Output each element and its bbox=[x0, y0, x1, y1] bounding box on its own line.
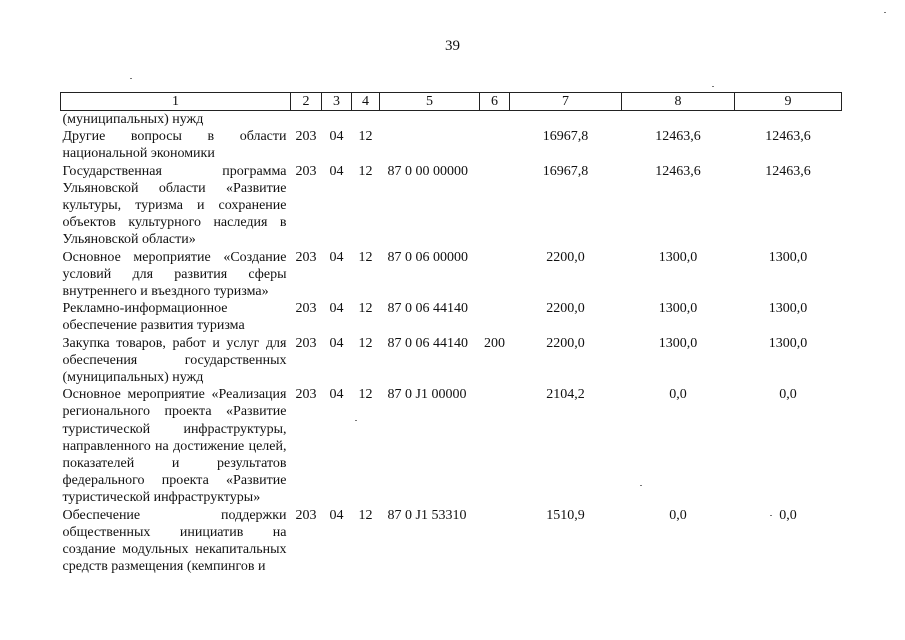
cell-col-9: 12463,6 bbox=[765, 163, 811, 179]
cell-col-3: 04 bbox=[329, 507, 344, 523]
cell-col-6 bbox=[480, 128, 510, 162]
scan-speck bbox=[884, 12, 886, 13]
page-number: 39 bbox=[445, 38, 460, 54]
cell-col-8 bbox=[622, 111, 735, 129]
cell-col-9: 1300,0 bbox=[768, 301, 808, 317]
table-row bbox=[61, 249, 842, 301]
cell-col-6: 200 bbox=[484, 335, 505, 351]
scan-speck bbox=[712, 86, 714, 87]
cell-col-2 bbox=[291, 111, 322, 129]
cell-col-5: 87 0 06 00000 bbox=[387, 249, 468, 265]
row-description: (муниципальных) нужд bbox=[62, 112, 204, 127]
cell-col-6 bbox=[480, 163, 510, 249]
cell-col-2: 203 bbox=[295, 163, 317, 179]
cell-col-5: 87 0 J1 00000 bbox=[387, 387, 467, 403]
cell-col-3: 04 bbox=[329, 387, 344, 403]
cell-col-7 bbox=[510, 111, 622, 129]
cell-col-9: 0,0 bbox=[779, 507, 797, 523]
cell-col-3: 04 bbox=[329, 301, 344, 317]
col-header-1: 1 bbox=[61, 93, 291, 111]
cell-col-2: 203 bbox=[295, 129, 317, 145]
cell-col-6 bbox=[480, 300, 510, 334]
row-description: Основное мероприятие «Реализация регионального проекта «Развитие туристической инфраструктуры, направленного на достижение целей, показателей и результатов федерального проекта «Развитие туристической инфраструктуры» bbox=[62, 387, 287, 506]
cell-col-7: 2200,0 bbox=[546, 335, 585, 351]
cell-col-5: 87 0 06 44140 bbox=[387, 301, 468, 317]
scan-speck bbox=[770, 515, 772, 516]
cell-col-3: 04 bbox=[329, 129, 344, 145]
cell-col-9: 1300,0 bbox=[768, 249, 808, 265]
col-header-6: 6 bbox=[480, 93, 510, 111]
table-row bbox=[61, 128, 842, 162]
cell-col-5: 87 0 J1 53310 bbox=[387, 507, 467, 523]
cell-col-5 bbox=[380, 111, 480, 129]
cell-col-8: 1300,0 bbox=[658, 335, 698, 351]
col-header-9: 9 bbox=[735, 93, 842, 111]
cell-col-8: 12463,6 bbox=[655, 163, 701, 179]
budget-table bbox=[60, 92, 842, 575]
table-row bbox=[61, 163, 842, 249]
cell-col-3: 04 bbox=[329, 249, 344, 265]
cell-col-2: 203 bbox=[295, 507, 317, 523]
cell-col-7: 16967,8 bbox=[542, 129, 589, 145]
cell-col-7: 1510,9 bbox=[546, 507, 585, 523]
cell-col-7: 2104,2 bbox=[546, 387, 585, 403]
cell-col-5: 87 0 06 44140 bbox=[387, 335, 468, 351]
cell-col-5: 87 0 00 00000 bbox=[387, 163, 468, 179]
cell-col-7: 2200,0 bbox=[546, 249, 585, 265]
cell-col-4: 12 bbox=[358, 249, 373, 265]
cell-col-4: 12 bbox=[358, 163, 373, 179]
cell-col-8: 0,0 bbox=[669, 507, 687, 523]
cell-col-8: 0,0 bbox=[669, 387, 687, 403]
col-header-4: 4 bbox=[352, 93, 380, 111]
cell-col-4 bbox=[352, 111, 380, 129]
cell-col-6 bbox=[480, 249, 510, 301]
row-description: Рекламно-информационное обеспечение развития туризма bbox=[62, 301, 245, 334]
scan-speck bbox=[355, 420, 357, 421]
cell-col-2: 203 bbox=[295, 335, 317, 351]
scan-speck bbox=[130, 78, 132, 79]
row-description: Государственная программа Ульяновской области «Развитие культуры, туризма и сохранение объектов культурного наследия в Ульяновской области» bbox=[62, 163, 287, 248]
table-row bbox=[61, 300, 842, 334]
cell-col-2: 203 bbox=[295, 387, 317, 403]
cell-col-8: 12463,6 bbox=[655, 129, 701, 145]
cell-col-2: 203 bbox=[295, 301, 317, 317]
cell-col-6 bbox=[480, 507, 510, 576]
cell-col-9 bbox=[735, 111, 842, 129]
cell-col-3: 04 bbox=[329, 163, 344, 179]
header-row bbox=[61, 93, 842, 111]
cell-col-3 bbox=[322, 111, 352, 129]
table-row bbox=[61, 335, 842, 387]
table-row bbox=[61, 111, 842, 129]
row-description: Основное мероприятие «Создание условий для развития сферы внутреннего и въездного туризма» bbox=[62, 249, 287, 300]
cell-col-4: 12 bbox=[358, 507, 373, 523]
cell-col-9: 0,0 bbox=[779, 387, 797, 403]
cell-col-6 bbox=[480, 386, 510, 506]
row-description: Обеспечение поддержки общественных инициатив на создание модульных некапитальных средств размещения (кемпингов и bbox=[62, 507, 287, 575]
cell-col-9: 1300,0 bbox=[768, 335, 808, 351]
cell-col-9: 12463,6 bbox=[765, 129, 811, 145]
cell-col-4: 12 bbox=[358, 129, 373, 145]
cell-col-4: 12 bbox=[358, 335, 373, 351]
cell-col-8: 1300,0 bbox=[658, 249, 698, 265]
cell-col-3: 04 bbox=[329, 335, 344, 351]
table-row bbox=[61, 386, 842, 506]
col-header-5: 5 bbox=[380, 93, 480, 111]
cell-col-4: 12 bbox=[358, 301, 373, 317]
cell-col-7: 2200,0 bbox=[546, 301, 585, 317]
col-header-3: 3 bbox=[322, 93, 352, 111]
cell-col-4: 12 bbox=[358, 387, 373, 403]
cell-col-5 bbox=[380, 128, 480, 162]
row-description: Закупка товаров, работ и услуг для обеспечения государственных (муниципальных) нужд bbox=[62, 335, 287, 386]
col-header-8: 8 bbox=[622, 93, 735, 111]
col-header-7: 7 bbox=[510, 93, 622, 111]
cell-col-2: 203 bbox=[295, 249, 317, 265]
cell-col-8: 1300,0 bbox=[658, 301, 698, 317]
col-header-2: 2 bbox=[291, 93, 322, 111]
scan-speck bbox=[640, 485, 642, 486]
cell-col-6 bbox=[480, 111, 510, 129]
row-description: Другие вопросы в области национальной экономики bbox=[62, 129, 287, 162]
table-row bbox=[61, 507, 842, 576]
cell-col-7: 16967,8 bbox=[542, 163, 589, 179]
